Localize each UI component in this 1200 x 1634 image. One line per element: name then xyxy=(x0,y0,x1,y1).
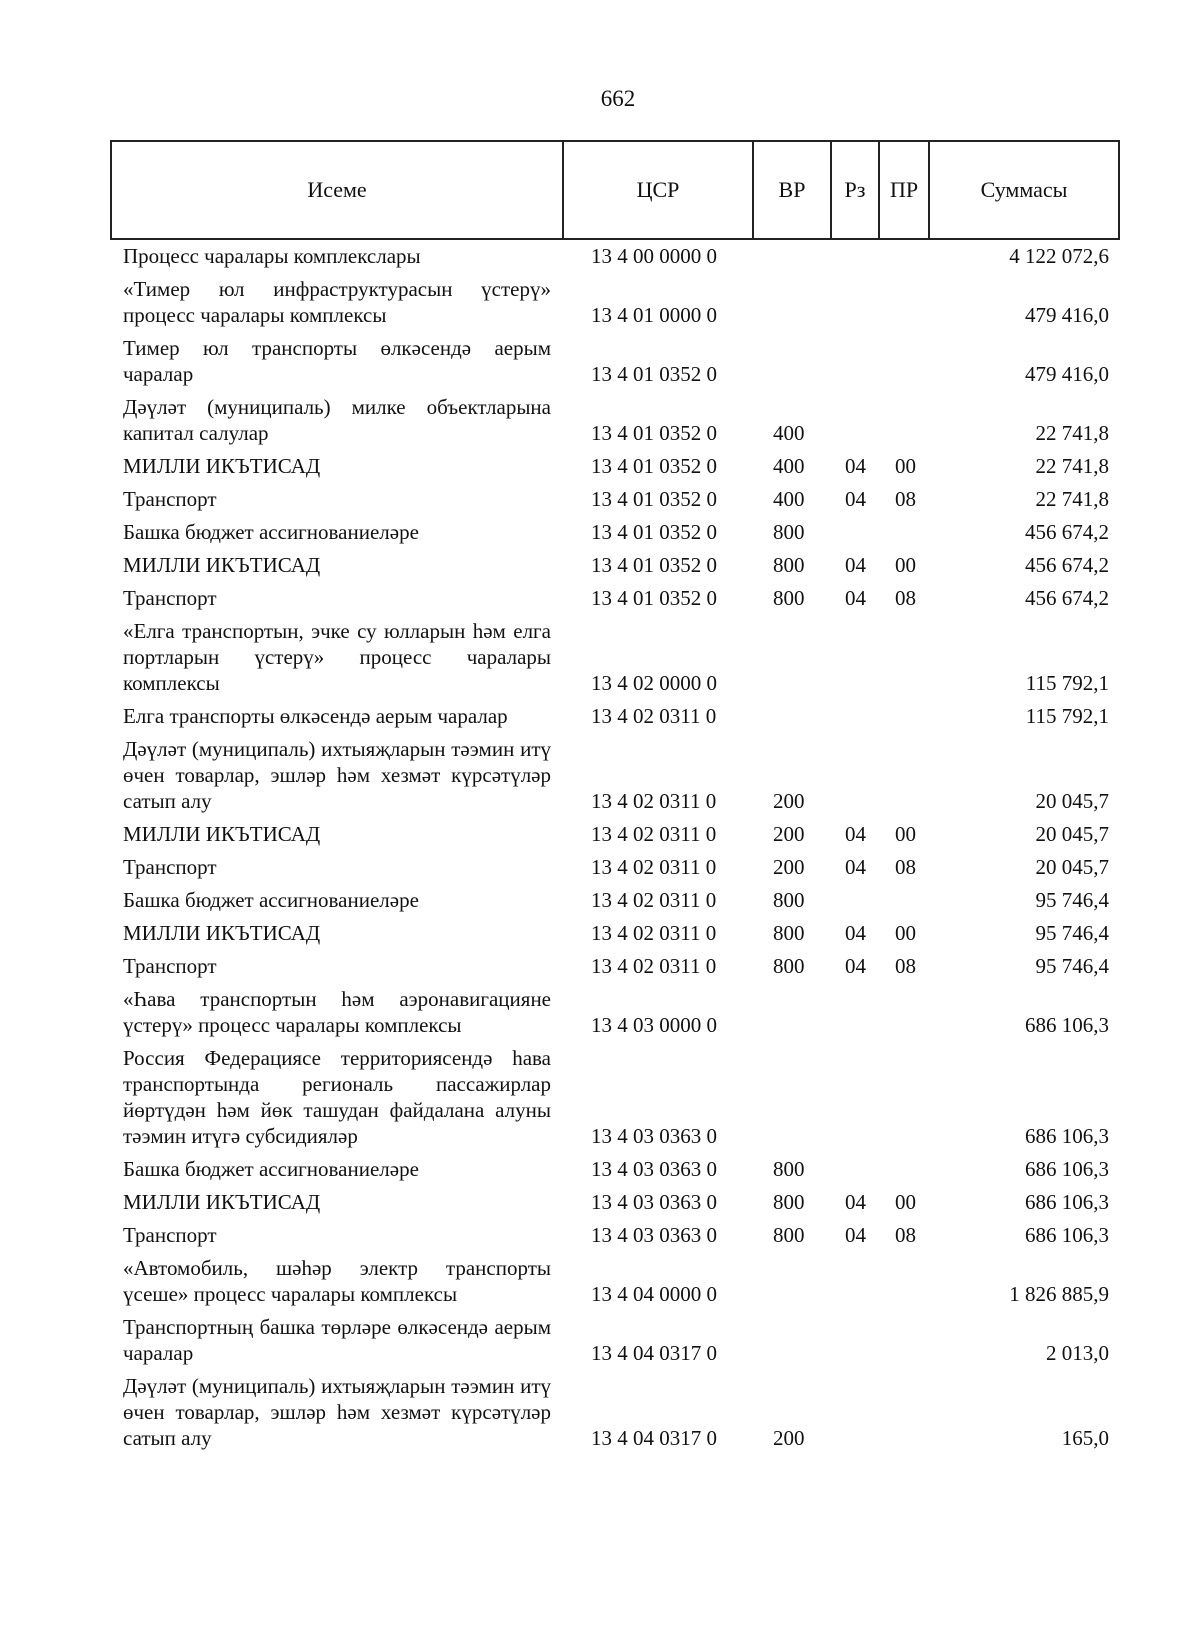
cell-sum: 479 416,0 xyxy=(1025,303,1109,327)
cell-pr: 08 xyxy=(895,855,916,879)
cell-sum: 456 674,2 xyxy=(1025,553,1109,577)
cell-name: Башка бюджет ассигнованиеләре xyxy=(123,1157,419,1181)
cell-name: Транспорт xyxy=(123,1223,217,1247)
cell-rz xyxy=(831,332,879,391)
cell-vr xyxy=(753,332,831,391)
cell-name: Транспорт xyxy=(123,855,217,879)
cell-sum: 686 106,3 xyxy=(1025,1157,1109,1181)
cell-sum: 4 122 072,6 xyxy=(1009,244,1109,268)
cell-name: Тимер юл транспорты өлкәсендә аерым чаралар xyxy=(123,336,551,386)
cell-rz: 04 xyxy=(845,1190,866,1214)
header-pr: ПР xyxy=(879,141,929,239)
header-rz: Рз xyxy=(831,141,879,239)
cell-vr xyxy=(753,239,831,273)
cell-sum: 165,0 xyxy=(1061,1426,1109,1450)
cell-sum: 686 106,3 xyxy=(1025,1124,1109,1148)
cell-vr: 400 xyxy=(773,454,805,478)
cell-sum: 686 106,3 xyxy=(1025,1190,1109,1214)
cell-name: Башка бюджет ассигнованиеләре xyxy=(123,520,419,544)
cell-sum: 22 741,8 xyxy=(1035,487,1109,511)
cell-name: Транспорт xyxy=(123,954,217,978)
cell-pr: 00 xyxy=(895,454,916,478)
header-name: Исеме xyxy=(111,141,563,239)
cell-vr xyxy=(753,273,831,332)
cell-sum: 686 106,3 xyxy=(1025,1223,1109,1247)
cell-vr: 800 xyxy=(773,921,805,945)
cell-vr: 800 xyxy=(773,553,805,577)
table-row xyxy=(111,1042,1119,1153)
cell-sum: 2 013,0 xyxy=(1046,1341,1109,1365)
header-csr: ЦСР xyxy=(563,141,753,239)
cell-rz xyxy=(831,615,879,700)
cell-rz: 04 xyxy=(845,586,866,610)
cell-sum: 115 792,1 xyxy=(1025,671,1109,695)
cell-pr: 00 xyxy=(895,822,916,846)
cell-pr: 08 xyxy=(895,1223,916,1247)
cell-rz: 04 xyxy=(845,1223,866,1247)
cell-csr: 13 4 02 0311 0 xyxy=(591,855,717,879)
cell-rz xyxy=(831,273,879,332)
cell-pr xyxy=(879,1370,929,1455)
cell-sum: 456 674,2 xyxy=(1025,520,1109,544)
table-row xyxy=(111,1370,1119,1455)
cell-rz xyxy=(831,884,879,917)
table-header xyxy=(111,141,1119,239)
cell-sum: 479 416,0 xyxy=(1025,362,1109,386)
cell-rz: 04 xyxy=(845,855,866,879)
cell-sum: 95 746,4 xyxy=(1035,954,1109,978)
cell-csr: 13 4 03 0000 0 xyxy=(591,1013,717,1037)
cell-csr: 13 4 01 0352 0 xyxy=(591,520,717,544)
cell-name: Транспорт xyxy=(123,487,217,511)
cell-pr xyxy=(879,391,929,450)
cell-pr xyxy=(879,733,929,818)
cell-csr: 13 4 03 0363 0 xyxy=(591,1124,717,1148)
cell-pr xyxy=(879,700,929,733)
cell-rz: 04 xyxy=(845,553,866,577)
table-row xyxy=(111,391,1119,450)
cell-sum: 95 746,4 xyxy=(1035,888,1109,912)
cell-rz xyxy=(831,239,879,273)
cell-rz xyxy=(831,983,879,1042)
cell-rz xyxy=(831,1311,879,1370)
cell-csr: 13 4 01 0352 0 xyxy=(591,487,717,511)
cell-vr: 200 xyxy=(773,789,805,813)
table-row xyxy=(111,1311,1119,1370)
cell-name: «Тимер юл инфраструктурасын үстерү» процесс чаралары комплексы xyxy=(123,277,551,327)
cell-rz xyxy=(831,1042,879,1153)
cell-rz xyxy=(831,733,879,818)
cell-name: МИЛЛИ ИКЪТИСАД xyxy=(123,921,321,945)
cell-rz: 04 xyxy=(845,822,866,846)
cell-vr: 200 xyxy=(773,1426,805,1450)
header-sum: Суммасы xyxy=(929,141,1119,239)
cell-vr xyxy=(753,1311,831,1370)
cell-pr xyxy=(879,1252,929,1311)
cell-name: Башка бюджет ассигнованиеләре xyxy=(123,888,419,912)
cell-csr: 13 4 03 0363 0 xyxy=(591,1223,717,1247)
cell-sum: 22 741,8 xyxy=(1035,454,1109,478)
cell-vr: 800 xyxy=(773,520,805,544)
cell-sum: 20 045,7 xyxy=(1035,789,1109,813)
cell-name: Елга транспорты өлкәсендә аерым чаралар xyxy=(123,704,508,728)
table-row xyxy=(111,884,1119,917)
cell-csr: 13 4 01 0352 0 xyxy=(591,362,717,386)
cell-sum: 20 045,7 xyxy=(1035,855,1109,879)
cell-csr: 13 4 00 0000 0 xyxy=(591,244,717,268)
table-row xyxy=(111,917,1119,950)
cell-csr: 13 4 03 0363 0 xyxy=(591,1157,717,1181)
cell-name: Транспортның башка төрләре өлкәсендә аерым чаралар xyxy=(123,1315,551,1365)
cell-pr: 00 xyxy=(895,1190,916,1214)
table-row xyxy=(111,700,1119,733)
cell-vr xyxy=(753,983,831,1042)
cell-csr: 13 4 01 0352 0 xyxy=(591,454,717,478)
cell-rz: 04 xyxy=(845,487,866,511)
cell-csr: 13 4 04 0317 0 xyxy=(591,1426,717,1450)
cell-name: Россия Федерациясе территориясендә һава транспортында региональ пассажирлар йөртүдән һәм йөк ташудан файдалана алуны тәэмин итүгә субсидияләр xyxy=(123,1046,551,1148)
cell-pr xyxy=(879,615,929,700)
cell-csr: 13 4 02 0311 0 xyxy=(591,888,717,912)
cell-sum: 1 826 885,9 xyxy=(1009,1282,1109,1306)
cell-name: Дәүләт (муниципаль) ихтыяҗларын тәэмин итү өчен товарлар, эшләр һәм хезмәт күрсәтүләр сатып алу xyxy=(123,737,551,813)
cell-name: «Елга транспортын, эчке су юлларын һәм елга портларын үстерү» процесс чаралары комплексы xyxy=(123,619,551,695)
cell-name: Дәүләт (муниципаль) ихтыяҗларын тәэмин итү өчен товарлар, эшләр һәм хезмәт күрсәтүләр сатып алу xyxy=(123,1374,551,1450)
cell-csr: 13 4 03 0363 0 xyxy=(591,1190,717,1214)
cell-rz xyxy=(831,1252,879,1311)
cell-name: «Һава транспортын һәм аэронавигацияне үстерү» процесс чаралары комплексы xyxy=(123,987,551,1037)
table-row xyxy=(111,1219,1119,1252)
cell-name: «Автомобиль, шәһәр электр транспорты үсеше» процесс чаралары комплексы xyxy=(123,1256,551,1306)
cell-csr: 13 4 02 0000 0 xyxy=(591,671,717,695)
cell-csr: 13 4 02 0311 0 xyxy=(591,704,717,728)
cell-csr: 13 4 02 0311 0 xyxy=(591,921,717,945)
cell-rz: 04 xyxy=(845,921,866,945)
cell-csr: 13 4 04 0317 0 xyxy=(591,1341,717,1365)
cell-vr: 800 xyxy=(773,954,805,978)
cell-vr xyxy=(753,1252,831,1311)
cell-pr: 08 xyxy=(895,954,916,978)
table-row xyxy=(111,851,1119,884)
cell-vr: 400 xyxy=(773,487,805,511)
table-row xyxy=(111,273,1119,332)
table-row xyxy=(111,450,1119,483)
cell-sum: 22 741,8 xyxy=(1035,421,1109,445)
table-row xyxy=(111,239,1119,273)
cell-sum: 686 106,3 xyxy=(1025,1013,1109,1037)
cell-pr: 00 xyxy=(895,921,916,945)
table-row xyxy=(111,1252,1119,1311)
table-row xyxy=(111,983,1119,1042)
cell-vr: 800 xyxy=(773,888,805,912)
cell-vr xyxy=(753,700,831,733)
cell-rz xyxy=(831,391,879,450)
cell-pr xyxy=(879,983,929,1042)
cell-pr: 08 xyxy=(895,487,916,511)
table-row xyxy=(111,733,1119,818)
cell-name: Процесс чаралары комплекслары xyxy=(123,244,421,268)
cell-vr xyxy=(753,615,831,700)
cell-pr: 08 xyxy=(895,586,916,610)
cell-csr: 13 4 04 0000 0 xyxy=(591,1282,717,1306)
table-row xyxy=(111,549,1119,582)
cell-vr: 400 xyxy=(773,421,805,445)
cell-vr: 800 xyxy=(773,1190,805,1214)
table-row xyxy=(111,483,1119,516)
cell-rz xyxy=(831,1153,879,1186)
cell-pr xyxy=(879,1153,929,1186)
cell-vr: 800 xyxy=(773,1223,805,1247)
table-row xyxy=(111,516,1119,549)
cell-pr: 00 xyxy=(895,553,916,577)
table-row xyxy=(111,332,1119,391)
cell-pr xyxy=(879,273,929,332)
cell-csr: 13 4 01 0352 0 xyxy=(591,421,717,445)
table-body xyxy=(111,239,1119,1455)
cell-csr: 13 4 02 0311 0 xyxy=(591,954,717,978)
cell-csr: 13 4 02 0311 0 xyxy=(591,789,717,813)
header-vr: ВР xyxy=(753,141,831,239)
header-row xyxy=(111,141,1119,239)
cell-vr: 200 xyxy=(773,822,805,846)
table-row xyxy=(111,615,1119,700)
cell-rz xyxy=(831,1370,879,1455)
cell-sum: 456 674,2 xyxy=(1025,586,1109,610)
cell-csr: 13 4 01 0352 0 xyxy=(591,586,717,610)
table-row xyxy=(111,818,1119,851)
cell-name: Дәүләт (муниципаль) милке объектларына капитал салулар xyxy=(123,395,551,445)
cell-rz: 04 xyxy=(845,454,866,478)
table-row xyxy=(111,1186,1119,1219)
table-row xyxy=(111,950,1119,983)
table-row xyxy=(111,582,1119,615)
cell-name: МИЛЛИ ИКЪТИСАД xyxy=(123,1190,321,1214)
cell-sum: 95 746,4 xyxy=(1035,921,1109,945)
cell-name: Транспорт xyxy=(123,586,217,610)
cell-vr: 800 xyxy=(773,586,805,610)
cell-pr xyxy=(879,884,929,917)
cell-pr xyxy=(879,516,929,549)
table-row xyxy=(111,1153,1119,1186)
cell-rz xyxy=(831,700,879,733)
cell-rz xyxy=(831,516,879,549)
cell-rz: 04 xyxy=(845,954,866,978)
cell-sum: 115 792,1 xyxy=(1025,704,1109,728)
cell-vr: 800 xyxy=(773,1157,805,1181)
cell-csr: 13 4 01 0000 0 xyxy=(591,303,717,327)
budget-table xyxy=(110,140,1120,1455)
cell-vr xyxy=(753,1042,831,1153)
cell-name: МИЛЛИ ИКЪТИСАД xyxy=(123,454,321,478)
cell-pr xyxy=(879,1311,929,1370)
cell-pr xyxy=(879,239,929,273)
cell-name: МИЛЛИ ИКЪТИСАД xyxy=(123,553,321,577)
cell-csr: 13 4 01 0352 0 xyxy=(591,553,717,577)
cell-pr xyxy=(879,1042,929,1153)
cell-vr: 200 xyxy=(773,855,805,879)
cell-sum: 20 045,7 xyxy=(1035,822,1109,846)
page-number: 662 xyxy=(600,86,636,111)
cell-csr: 13 4 02 0311 0 xyxy=(591,822,717,846)
cell-pr xyxy=(879,332,929,391)
cell-name: МИЛЛИ ИКЪТИСАД xyxy=(123,822,321,846)
